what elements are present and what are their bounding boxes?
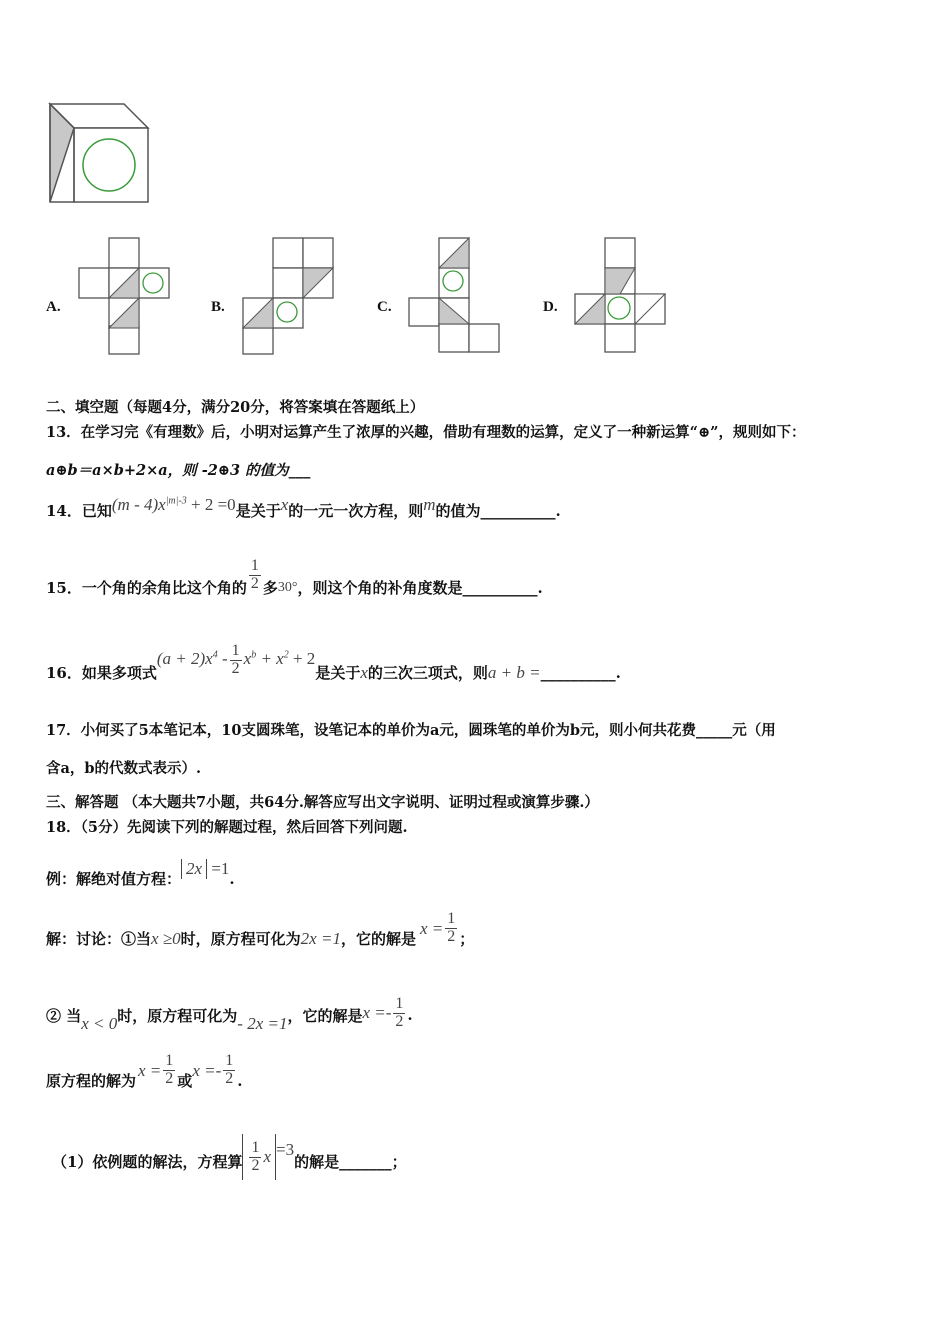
q18-example: 例：解绝对值方程： 2x =1 .: [46, 858, 235, 888]
q18-case2-mid1: 时，原方程可化为: [117, 1006, 238, 1025]
q17-line1: 17．小何买了5本笔记本，10支圆珠笔，设笔记本的单价为a元，圆珠笔的单价为b元，则小何共花费_____元（用: [46, 722, 776, 739]
q14-mid2: 的一元一次方程，则: [288, 502, 424, 520]
q16-frac-num: 1: [231, 642, 240, 660]
q18-eq1: 2x =1: [300, 928, 341, 948]
q17-line2: 含a，b的代数式表示）.: [46, 760, 202, 777]
q18-example-abs: [181, 859, 207, 879]
q14-var-m: m: [423, 495, 436, 514]
q18-result-x-eq: x =: [138, 1060, 162, 1080]
q14-prefix: 14．已知: [46, 502, 112, 520]
q18-case2-mid2: ，它的解是: [287, 1006, 363, 1025]
q13-line2: a⊕b＝a×b+2×a，则 -2⊕3 的值为___: [46, 462, 311, 479]
cube-figure: [44, 98, 152, 206]
q18-solution-case2: [46, 992, 413, 1034]
q18-sol-label: 解：讨论：①当: [46, 930, 152, 948]
q18-result-half-neg-den: 2: [225, 1070, 234, 1087]
q15-suffix: ，则这个角的补角度数是__________.: [297, 579, 543, 597]
q18-x-eq: x =: [419, 918, 444, 938]
q18-period: .: [407, 1006, 413, 1024]
q13-line1: 13．在学习完《有理数》后，小明对运算产生了浓厚的兴趣，借助有理数的运算，定义了一种新运算“⊕”，规则如下：: [46, 424, 806, 441]
q16-tail: + 2: [288, 648, 316, 668]
q18-result-half-den: 2: [165, 1070, 174, 1087]
q15-prefix: 15．一个角的余角比这个角的: [46, 579, 247, 597]
q18-result-half-neg-num: 1: [225, 1052, 234, 1070]
q18-x-eq-neg: x =-: [362, 1003, 392, 1022]
q18-cond2: x < 0: [81, 1014, 118, 1033]
q18-part1-suffix: 的解是_______；: [294, 1152, 407, 1171]
q18-half-2: [393, 996, 405, 1031]
option-b-net: [240, 236, 336, 356]
q18-example-label: 例：解绝对值方程：: [46, 870, 182, 888]
q18-result-period: .: [237, 1071, 243, 1090]
q15: [46, 553, 543, 598]
q18-example-rhs: =1: [207, 858, 230, 878]
q16-fraction: [230, 643, 242, 678]
q16-mid: 是关于: [315, 664, 361, 682]
q16-mid2: 的三次三项式，则: [367, 664, 488, 682]
q18-result-x-eq-neg: x =-: [192, 1060, 222, 1080]
q14-var-x: x: [280, 495, 289, 514]
option-d-label: D.: [543, 299, 558, 315]
q16-prefix: 16．如果多项式: [46, 664, 157, 682]
q18-or: 或: [177, 1072, 193, 1090]
q18-result-half-num: 1: [165, 1052, 174, 1070]
q18-half-den-2: 2: [395, 1012, 404, 1030]
q15-frac-num: 1: [250, 557, 259, 575]
q18-solution-case1: [46, 908, 474, 949]
q14: [46, 495, 561, 521]
q16-exp4: 4: [212, 648, 218, 660]
q16-suffix: __________.: [540, 663, 621, 682]
q18-sol-mid2: ，它的解是: [340, 930, 416, 948]
option-a-label: A.: [46, 299, 61, 315]
q15-mid: 多: [262, 579, 278, 597]
q14-expr-base: (m - 4)x: [111, 495, 166, 514]
q18-part1-abs: [242, 1134, 276, 1180]
q18-part1-rhs: =3: [276, 1140, 295, 1159]
q18-half-num: 1: [447, 910, 456, 928]
q14-suffix: 的值为__________.: [435, 502, 561, 520]
q18-result-half: [163, 1053, 175, 1088]
q16-expb: b: [251, 648, 257, 660]
q18-half-num-2: 1: [395, 994, 404, 1012]
q18-cond1: x ≥0: [151, 928, 181, 948]
q16-expr-b: x: [243, 648, 252, 668]
q18-example-expr: 2x: [186, 858, 203, 878]
q15-fraction: [249, 558, 261, 593]
option-c-label: C.: [377, 299, 392, 315]
q18-half-1: [445, 911, 457, 946]
q18-result-half-neg: [223, 1053, 235, 1088]
section-3-heading: 三、解答题 （本大题共7小题，共64分.解答应写出文字说明、证明过程或演算步骤.）: [46, 794, 599, 811]
q18-case2-label: ② 当: [46, 1006, 82, 1025]
q18-part1: [52, 1134, 407, 1180]
q18-eq2: - 2x =1: [237, 1014, 288, 1033]
q15-angle: 30°: [277, 579, 298, 595]
q18-part1-half-den: 2: [251, 1156, 260, 1174]
q15-frac-den: 2: [250, 575, 259, 592]
q18-part1-x: x: [263, 1147, 271, 1166]
q18-sol-mid1: 时，原方程可化为: [180, 930, 301, 948]
q16-frac-den: 2: [231, 660, 240, 677]
q14-expr-exp: |m|-3: [165, 495, 187, 507]
q18-result-label: 原方程的解为: [46, 1072, 137, 1090]
q18-intro: 18．（5分）先阅读下列的解题过程，然后回答下列问题.: [46, 819, 408, 836]
q16-expr-ab: a + b =: [487, 662, 541, 682]
q18-semicolon: ；: [459, 930, 475, 948]
q18-part1-label: （1）依例题的解法，方程算: [52, 1152, 243, 1171]
q16-var-x: x: [360, 662, 368, 682]
q18-half-den: 2: [447, 928, 456, 945]
option-b-label: B.: [211, 299, 225, 315]
q16-minus: -: [217, 648, 228, 668]
q14-expr-tail: + 2 =0: [186, 495, 236, 514]
option-d-net: [572, 236, 668, 356]
q14-mid: 是关于: [235, 502, 281, 520]
option-a-net: [76, 236, 172, 356]
q16-plus: + x: [256, 648, 284, 668]
q18-part1-half: [249, 1140, 261, 1175]
q18-part1-half-num: 1: [251, 1138, 260, 1156]
q18-result: [46, 1050, 242, 1091]
q16: [46, 634, 621, 683]
q16-exp2: 2: [283, 648, 289, 660]
section-2-heading: 二、填空题（每题4分，满分20分，将答案填在答题纸上）: [46, 399, 425, 416]
option-c-net: [406, 236, 502, 356]
q16-expr-a: (a + 2)x: [156, 648, 213, 668]
